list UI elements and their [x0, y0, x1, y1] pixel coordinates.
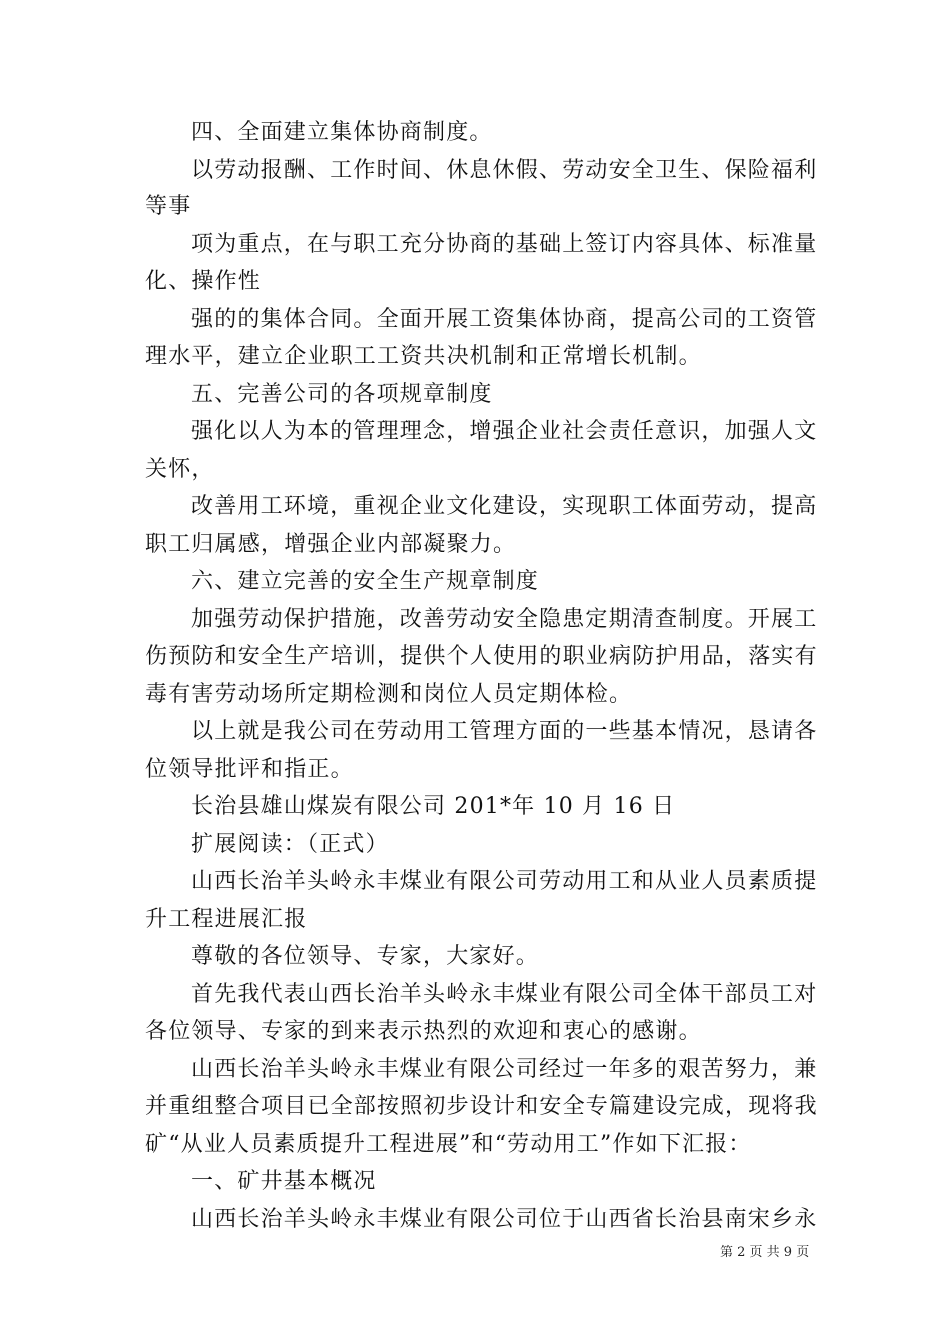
- paragraph-line: 毒有害劳动场所定期检测和岗位人员定期体检。: [145, 682, 633, 707]
- paragraph-line: 职工归属感，增强企业内部凝聚力。: [145, 532, 517, 557]
- paragraph-line: 山西长治羊头岭永丰煤业有限公司经过一年多的艰苦努力，兼: [191, 1057, 818, 1082]
- paragraph-line: 项为重点，在与职工充分协商的基础上签订内容具体、标准量: [191, 232, 818, 257]
- paragraph-line: 山西长治羊头岭永丰煤业有限公司位于山西省长治县南宋乡永: [191, 1207, 818, 1232]
- extended-reading-label: 扩展阅读：（正式）: [191, 832, 389, 857]
- heading-six: 六、建立完善的安全生产规章制度: [191, 569, 540, 594]
- signature-line: 长治县雄山煤炭有限公司 201*年 10 月 16 日: [191, 794, 676, 819]
- paragraph-line: 加强劳动保护措施，改善劳动安全隐患定期清查制度。开展工: [191, 607, 818, 632]
- paragraph-line: 关怀，: [145, 457, 215, 482]
- paragraph-line: 改善用工环境，重视企业文化建设，实现职工体面劳动，提高: [191, 494, 818, 519]
- paragraph-line: 理水平，建立企业职工工资共决机制和正常增长机制。: [145, 344, 702, 369]
- report-title-line: 山西长治羊头岭永丰煤业有限公司劳动用工和从业人员素质提: [191, 869, 818, 894]
- paragraph-line: 强的的集体合同。全面开展工资集体协商，提高公司的工资管: [191, 307, 818, 332]
- paragraph-line: 化、操作性: [145, 269, 262, 294]
- page-number-footer: 第 2 页 共 9 页: [720, 1245, 810, 1260]
- greeting-line: 尊敬的各位领导、专家，大家好。: [191, 944, 540, 969]
- paragraph-line: 强化以人为本的管理理念，增强企业社会责任意识，加强人文: [191, 419, 818, 444]
- paragraph-line: 各位领导、专家的到来表示热烈的欢迎和衷心的感谢。: [145, 1019, 702, 1044]
- paragraph-line: 伤预防和安全生产培训，提供个人使用的职业病防护用品，落实有: [145, 644, 818, 669]
- heading-four: 四、全面建立集体协商制度。: [191, 120, 493, 145]
- heading-five: 五、完善公司的各项规章制度: [191, 382, 493, 407]
- paragraph-line: 等事: [145, 194, 192, 219]
- paragraph-line: 以上就是我公司在劳动用工管理方面的一些基本情况，恳请各: [191, 719, 818, 744]
- paragraph-line: 并重组整合项目已全部按照初步设计和安全专篇建设完成，现将我: [145, 1094, 818, 1119]
- paragraph-line: 以劳动报酬、工作时间、休息休假、劳动安全卫生、保险福利: [191, 158, 818, 183]
- paragraph-line: 位领导批评和指正。: [145, 757, 354, 782]
- paragraph-line: 矿“从业人员素质提升工程进展”和“劳动用工”作如下汇报：: [145, 1132, 752, 1157]
- paragraph-line: 首先我代表山西长治羊头岭永丰煤业有限公司全体干部员工对: [191, 982, 818, 1007]
- heading-one: 一、矿井基本概况: [191, 1169, 377, 1194]
- report-title-line: 升工程进展汇报: [145, 907, 308, 932]
